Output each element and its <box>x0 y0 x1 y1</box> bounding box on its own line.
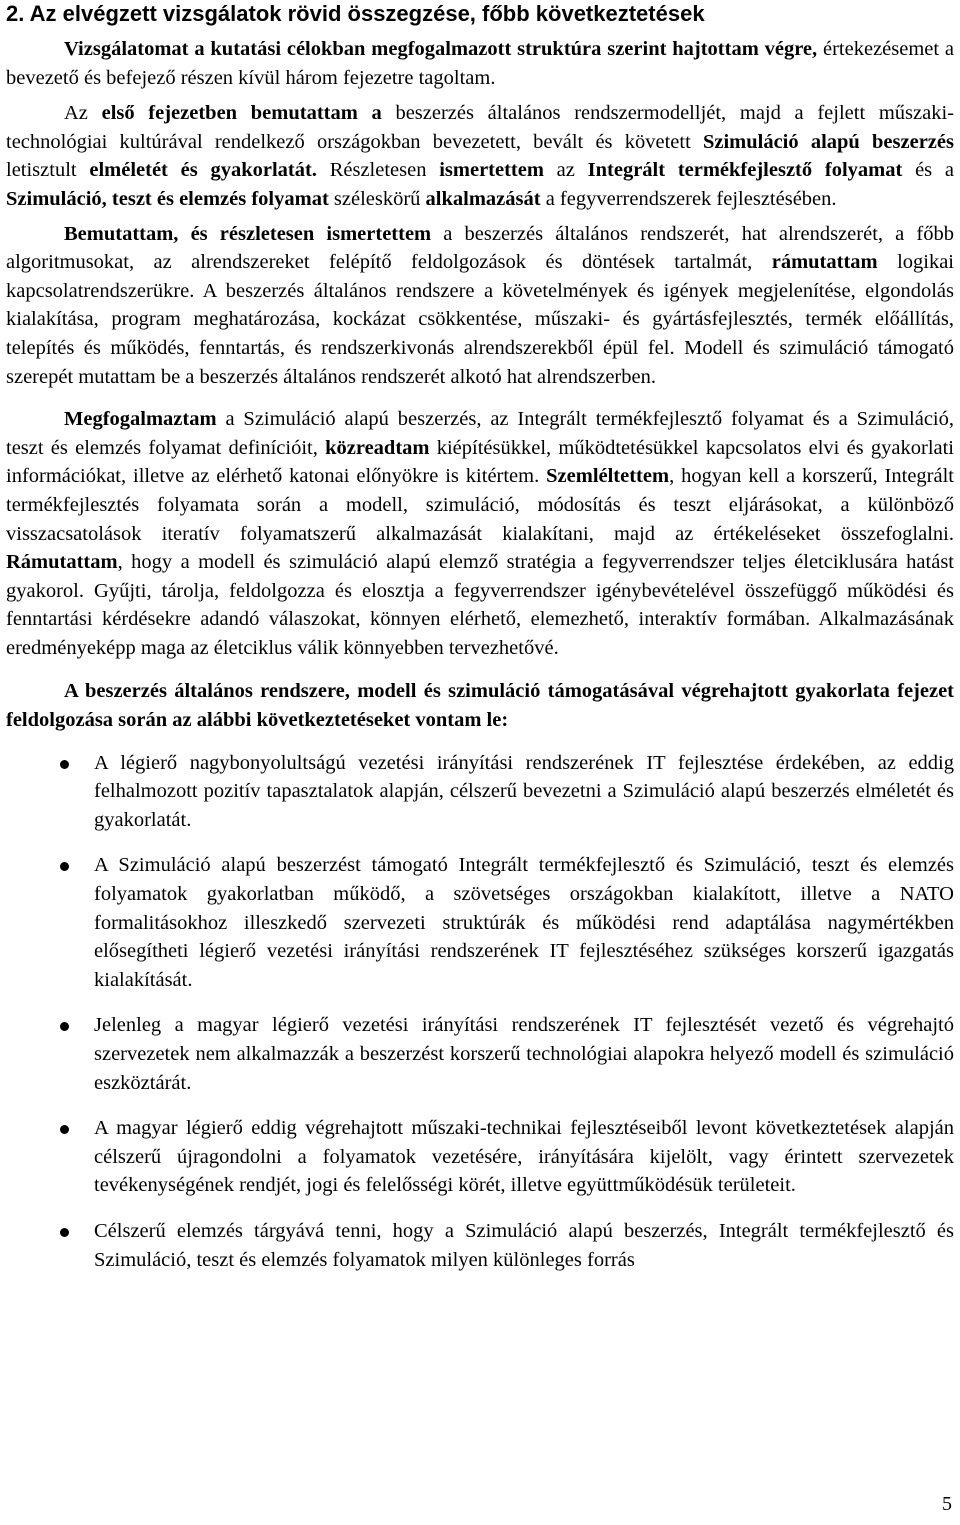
p1-text-3: letisztult <box>6 159 90 182</box>
p3-text-1: a Szimuláció alapú beszerzés, az Integrált termékfejlesztő folyamat és a Szimuláció, teszt és elemzés folyamat definícióit, <box>6 408 954 459</box>
list-item-text: Célszerű elemzés tárgyává tenni, hogy a Szimuláció alapú beszerzés, Integrált termékfejlesztő és Szimuláció, teszt és elemzés folyamatok milyen különleges forrás <box>94 1219 954 1271</box>
bullet-icon <box>60 1228 69 1237</box>
second-chapter-paragraph <box>6 220 954 392</box>
list-item <box>6 1011 954 1097</box>
p1-text-7: széleskörű <box>328 187 426 210</box>
conclusion-list <box>6 749 954 1275</box>
p3-text-2: kiépítésükkel, működtetésükkel kapcsolatos elvi és gyakorlati információkat, illetve az elérhető katonai előnyökre is kitértem. <box>6 436 954 488</box>
p3-bold-2: közreadtam <box>325 436 430 459</box>
bullet-icon <box>60 760 69 769</box>
list-item <box>6 851 954 994</box>
list-item-text: A magyar légierő eddig végrehajtott műszaki-technikai fejlesztéseiből levont következtetések alapján célszerű újragondolni a folyamatok vezetésére, irányítására kijelölt, vagy érintett szervezetek tevékenységének rendjét, jogi és felelősségi körét, illetve együttműködésük területeit. <box>94 1117 954 1197</box>
p3-bold-3: Szemléltettem <box>546 465 670 488</box>
conclusion-heading: A beszerzés általános rendszere, modell és szimuláció támogatásával végrehajtott gyakorlata fejezet feldolgozása során az alábbi következtetéseket vontam le: <box>6 680 954 732</box>
p2-text-1: a beszerzés általános rendszerét, hat alrendszerét, a főbb algoritmusokat, az alrendszereket felépítő feldolgozások és döntések tartalmát, <box>6 222 954 274</box>
p2-bold-2: rámutattam <box>771 251 878 274</box>
p3-text-3: , hogyan kell a korszerű, Integrált termékfejlesztés folyamata során a modell, szimuláció, módosítás és teszt eljárásokat, a különböző visszacsatolások iteratív folyamatszerű alkalmazását kialakítani, majd az értékeléseket összefoglalni. <box>6 465 954 545</box>
list-item <box>6 1217 954 1274</box>
bullet-icon <box>60 1022 69 1031</box>
p1-text-1: Az <box>64 102 102 125</box>
list-item <box>6 749 954 835</box>
bullet-icon <box>60 862 69 871</box>
intro-paragraph <box>6 35 954 92</box>
p1-bold-4: ismertettem <box>439 159 544 182</box>
p1-text-2: beszerzés általános rendszermodelljét, majd a fejlett műszaki-technológiai kultúrával rendelkező országokban bevezetett, bevált és követett <box>6 102 954 153</box>
bullet-icon <box>60 1125 69 1134</box>
p1-bold-1: első fejezetben bemutattam a <box>101 102 382 125</box>
p1-bold-5: Integrált termékfejlesztő folyamat <box>587 159 903 182</box>
p1-bold-3: elméletét és gyakorlatát. <box>89 159 317 182</box>
p2-bold-1: Bemutattam, és részletesen ismertettem <box>64 222 432 245</box>
p1-text-6: és a <box>902 159 954 182</box>
page-number: 5 <box>942 1493 952 1515</box>
p3-text-4: , hogy a modell és szimuláció alapú elemző stratégia a fegyverrendszer teljes életciklusára hatást gyakorol. Gyűjti, tárolja, feldolgozza és elosztja a fegyverrendszer igénybevételével összefüggő működési és fenntartási kérdésekre adandó válaszokat, könnyen elérhető, elemezhető, interaktív formában. Alkalmazásának eredményeképp maga az életciklus válik könnyebben tervezhetővé. <box>6 551 954 659</box>
list-item-text: Jelenleg a magyar légierő vezetési irányítási rendszerének IT fejlesztését vezető és végrehajtó szervezetek nem alkalmazzák a beszerzést korszerű technológiai alapokra helyező modell és szimuláció eszköztárát. <box>94 1014 954 1094</box>
third-chapter-paragraph <box>6 405 954 662</box>
p1-text-5: az <box>543 159 588 182</box>
intro-text: értekezésemet a bevezető és befejező részen kívül három fejezetre tagoltam. <box>6 38 955 89</box>
p1-bold-6: Szimuláció, teszt és elemzés folyamat <box>6 187 329 210</box>
p1-bold-2: Szimuláció alapú beszerzés <box>702 130 954 153</box>
first-chapter-paragraph <box>6 99 954 213</box>
p3-bold-1: Megfogalmaztam <box>64 408 217 431</box>
list-item <box>6 1114 954 1200</box>
p1-bold-7: alkalmazását <box>425 187 541 210</box>
section-heading: 2. Az elvégzett vizsgálatok rövid összegzése, főbb következtetések <box>6 1 705 26</box>
p2-text-2: logikai kapcsolatrendszerükre. A beszerzés általános rendszere a követelmények és igények megjelenítése, elgondolás kialakítása, program meghatározása, kockázat csökkentése, műszaki- és gyártásfejlesztés, termék előállítás, telepítés és működés, fenntartás, és rendszerkivonás alrendszerekből épül fel. Modell és szimuláció támogató szerepét mutattam be a beszerzés általános rendszerét alkotó hat alrendszerben. <box>6 251 955 388</box>
list-item-text: A Szimuláció alapú beszerzést támogató Integrált termékfejlesztő és Szimuláció, teszt és elemzés folyamatok gyakorlatban működő, a szövetséges országokban kialakított, illetve a NATO formalitásokhoz illeszkedő szervezeti struktúrák és működési rend adaptálása nagymértékben elősegítheti légierő vezetési irányítási rendszerének IT fejlesztéséhez szükséges korszerű igazgatás kialakítását. <box>94 854 954 991</box>
p1-text-8: a fegyverrendszerek fejlesztésében. <box>540 187 837 210</box>
p1-text-4: Részletesen <box>316 159 440 182</box>
intro-text-bold: Vizsgálatomat a kutatási célokban megfogalmazott struktúra szerint hajtottam végre, <box>64 38 818 60</box>
document-page <box>6 0 954 1291</box>
p3-bold-4: Rámutattam <box>6 551 118 574</box>
list-item-text: A légierő nagybonyolultságú vezetési irányítási rendszerének IT fejlesztése érdekében, az eddig felhalmozott pozitív tapasztalatok alapján, célszerű bevezetni a Szimuláció alapú beszerzés elméletét és gyakorlatát. <box>94 751 954 831</box>
